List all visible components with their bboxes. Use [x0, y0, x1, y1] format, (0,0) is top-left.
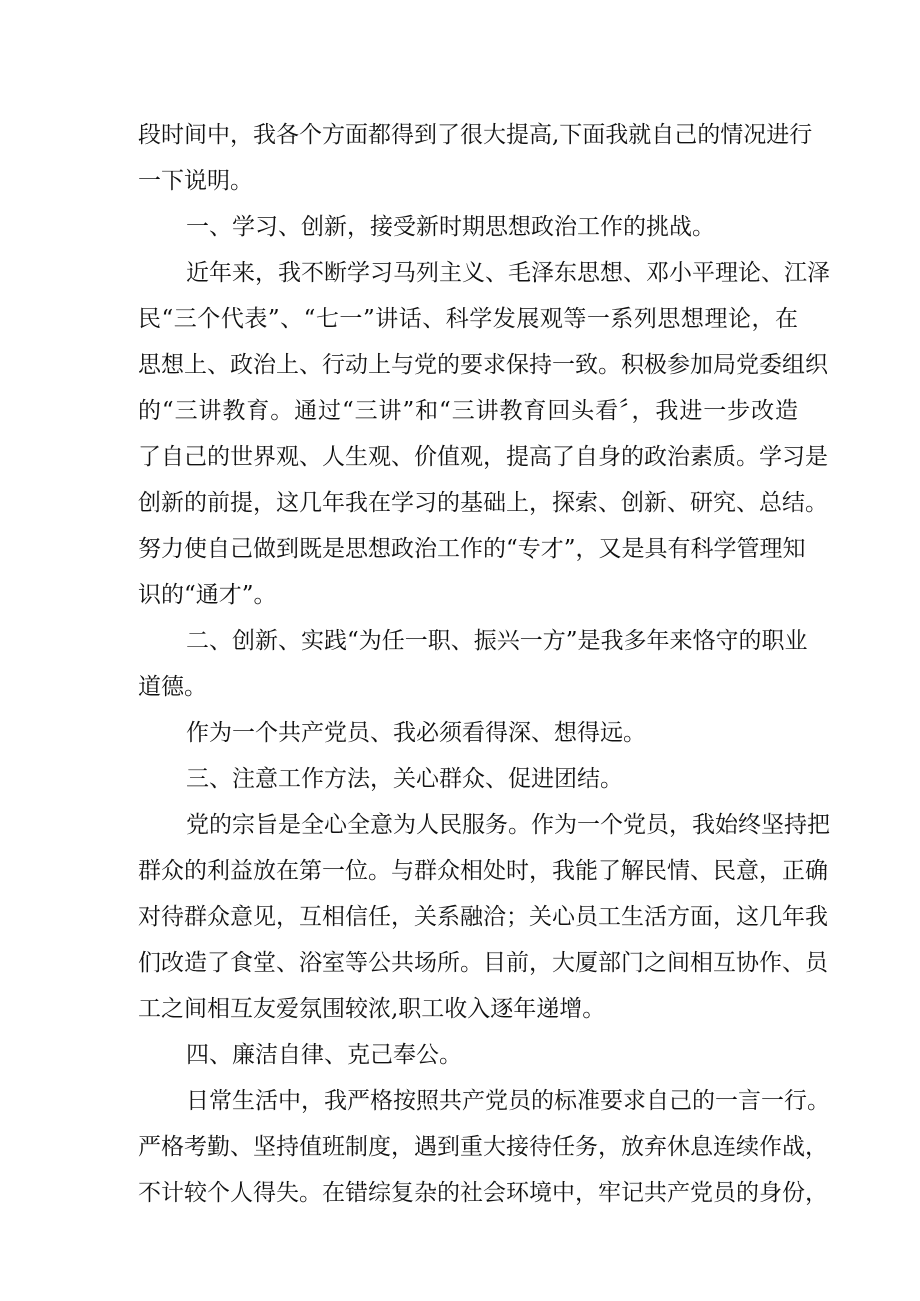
text-line: 一下说明。 [138, 168, 253, 194]
text-line: 工之间相互友爱氛围较浓,职工收入逐年递增。 [138, 996, 606, 1022]
text-line: 近年来，我不断学习马列主义、毛泽东思想、邓小平理论、江泽 [186, 260, 830, 286]
text-line: 不计较个人得失。在错综复杂的社会环境中，牢记共产党员的身份， [138, 1180, 828, 1206]
text-line: 党的宗旨是全心全意为人民服务。作为一个党员，我始终坚持把 [186, 812, 830, 838]
text-line: 了自己的世界观、人生观、价值观，提高了自身的政治素质。学习是 [138, 444, 828, 470]
text-line: 们改造了食堂、浴室等公共场所。目前，大厦部门之间相互协作、员 [138, 950, 828, 976]
text-line: 作为一个共产党员、我必须看得深、想得远。 [186, 720, 646, 746]
text-line: 识的“通才”。 [138, 582, 277, 608]
text-line: 民“三个代表”、“七一”讲话、科学发展观等一系列思想理论，在 [138, 306, 798, 332]
text-line: 创新的前提，这几年我在学习的基础上，探索、创新、研究、总结。 [138, 490, 828, 516]
text-line: 段时间中，我各个方面都得到了很大提高,下面我就自己的情况进行 [138, 122, 813, 148]
section-heading-cont: 道德。 [138, 674, 207, 700]
text-line: 日常生活中，我严格按照共产党员的标准要求自己的一言一行。 [186, 1088, 830, 1114]
text-line: 严格考勤、坚持值班制度，遇到重大接待任务，放弃休息连续作战， [138, 1134, 828, 1160]
text-line: 的“三讲教育。通过“三讲”和“三讲教育回头看〞，我进一步改造 [138, 398, 798, 424]
text-line: 对待群众意见，互相信任，关系融洽；关心员工生活方面，这几年我 [138, 904, 828, 930]
text-line: 努力使自己做到既是思想政治工作的“专才”，又是具有科学管理知 [138, 536, 806, 562]
section-heading: 二、创新、实践“为任一职、振兴一方”是我多年来恪守的职业 [186, 628, 808, 654]
section-heading: 三、注意工作方法，关心群众、促进团结。 [186, 766, 623, 792]
section-heading: 四、廉洁自律、克己奉公。 [186, 1042, 462, 1068]
text-line: 群众的利益放在第一位。与群众相处时，我能了解民情、民意，正确 [138, 858, 828, 884]
text-line: 思想上、政治上、行动上与党的要求保持一致。积极参加局党委组织 [138, 352, 828, 378]
section-heading: 一、学习、创新，接受新时期思想政治工作的挑战。 [186, 214, 715, 240]
